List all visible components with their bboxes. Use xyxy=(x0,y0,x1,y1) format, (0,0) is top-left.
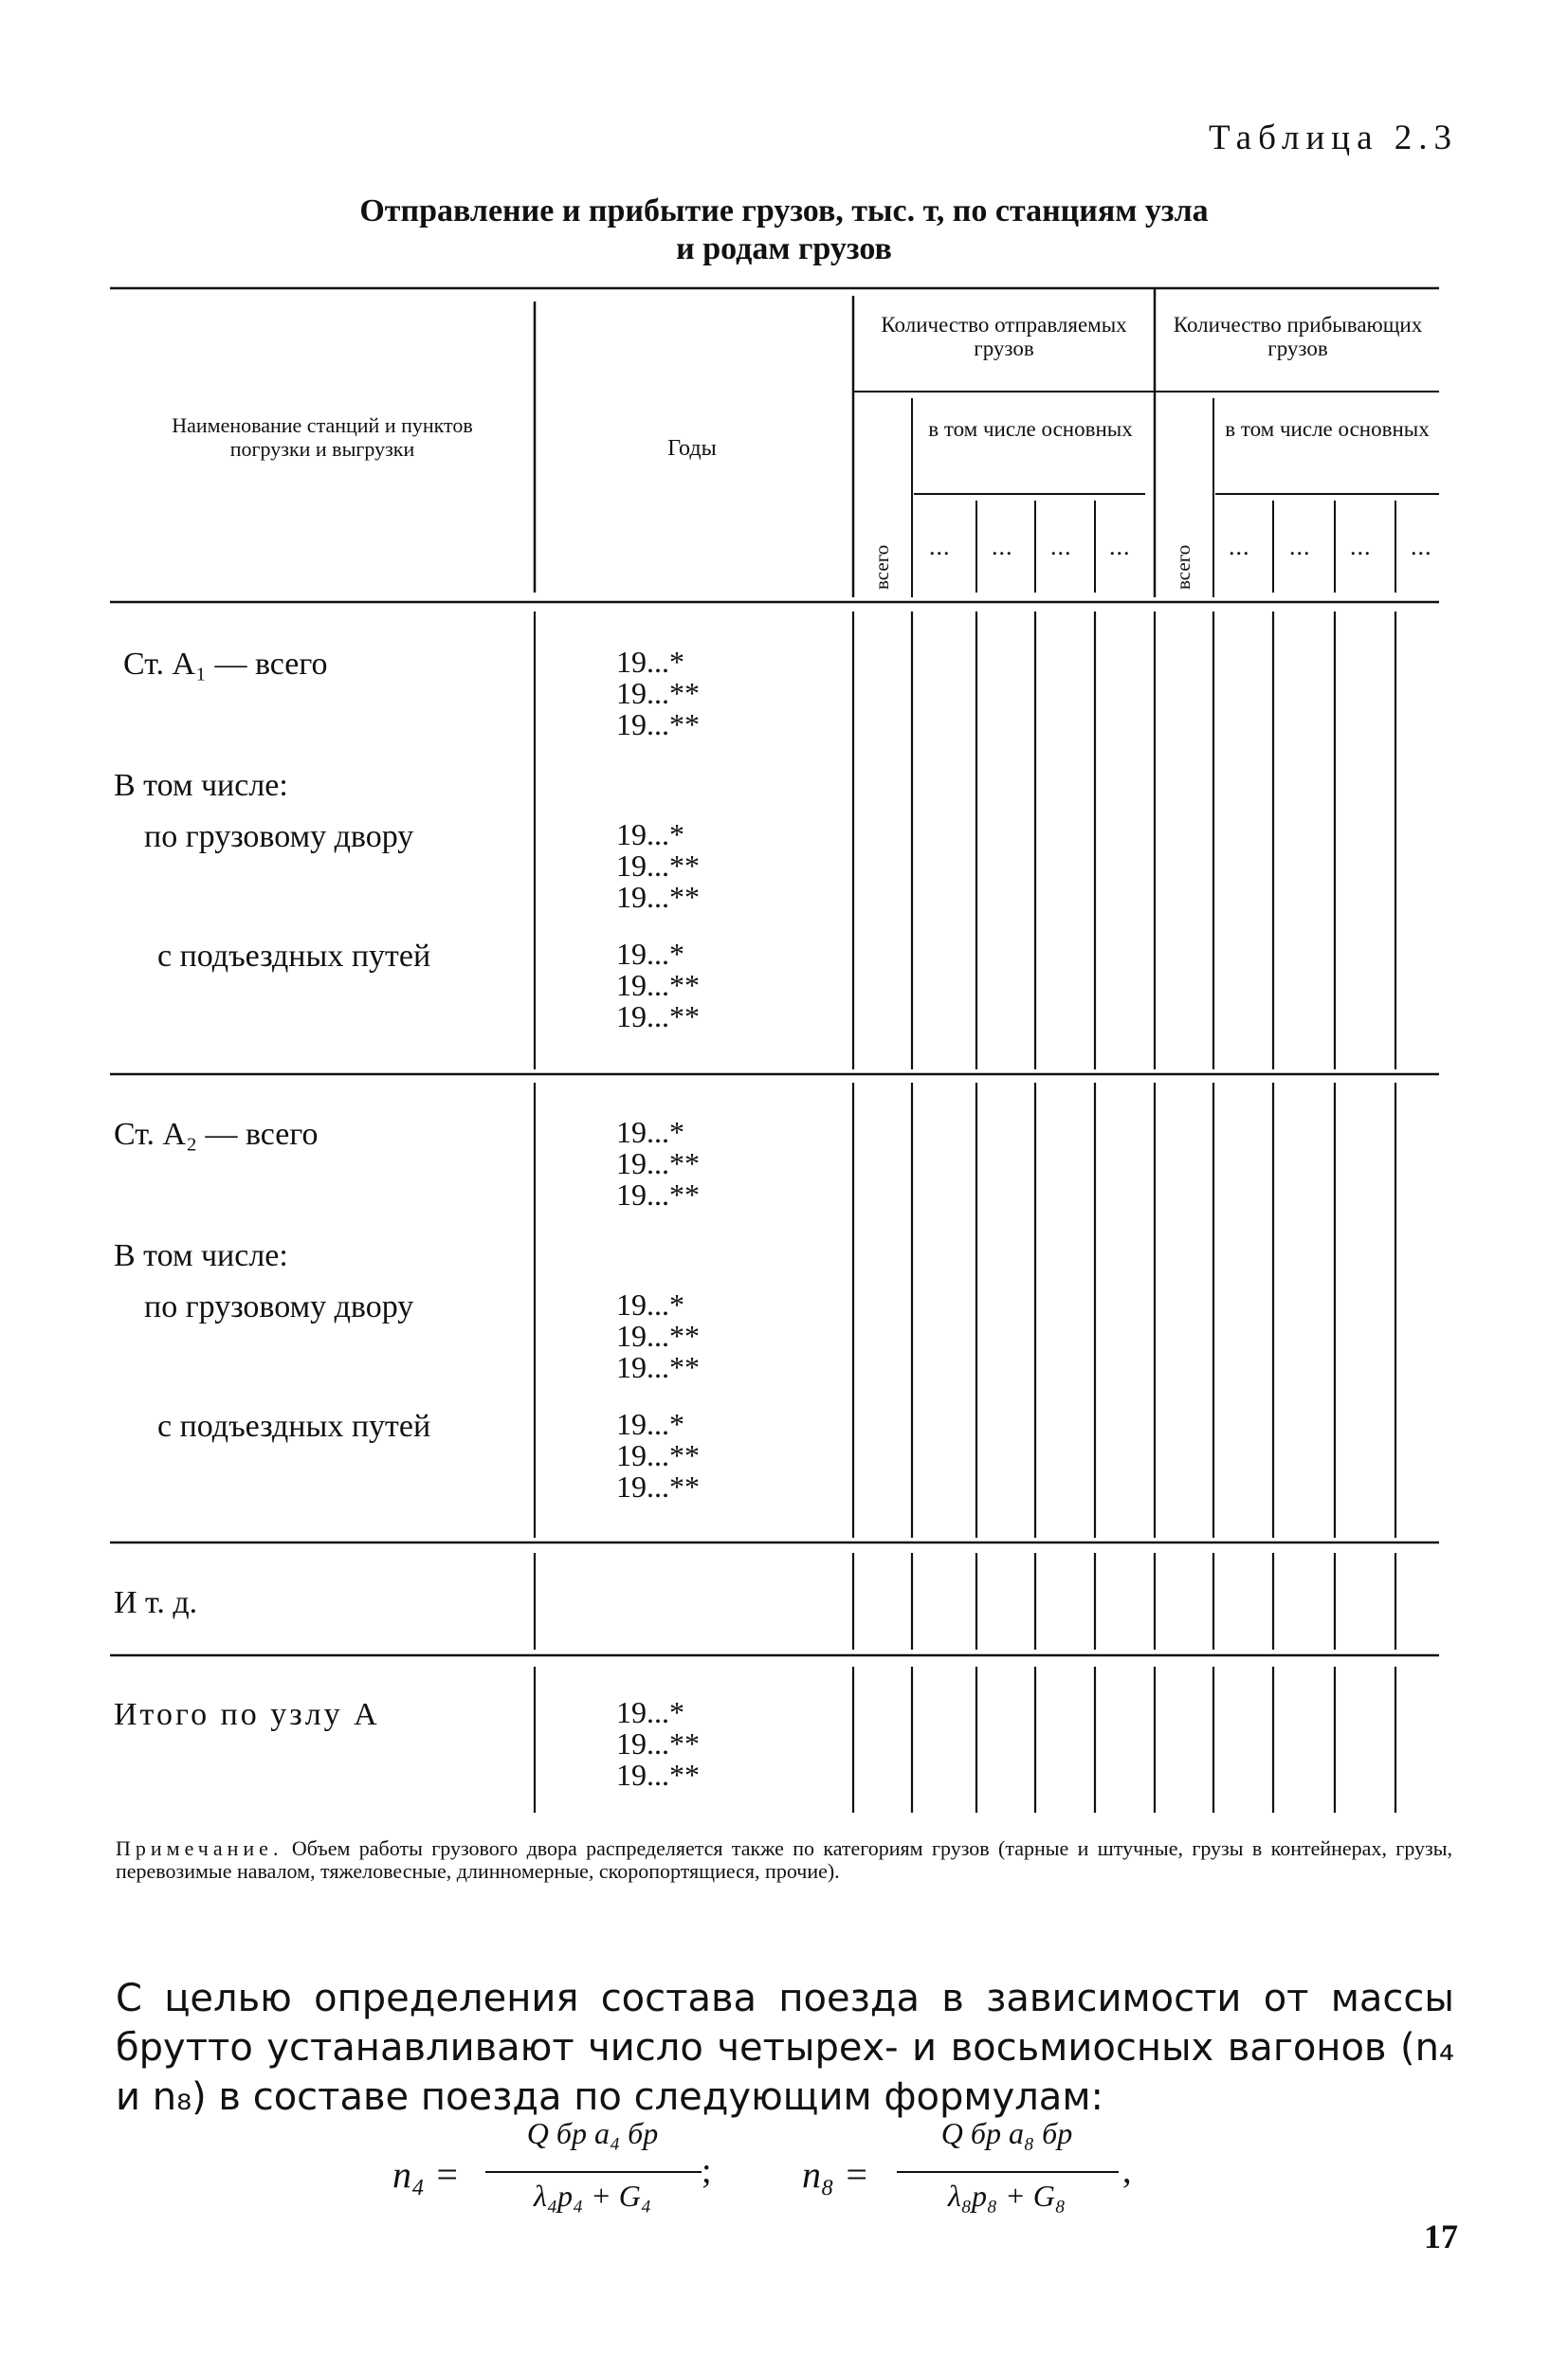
total-row-years: 19...* 19...** 19...** xyxy=(616,1695,700,1792)
note-text: Объем работы грузового двора распределяется также по категориям грузов (тарные и штучные, грузы в контейнерах, грузы, перевозимые навалом, тяжеловесные, длинномерные, скоропортящиеся, прочие). xyxy=(116,1836,1453,1883)
body-paragraph: С целью определения состава поезда в зависимости от массы брутто устанавливают число четырех- и восьмиосных вагонов (n₄ и n₈) в составе поезда по следующим формулам: xyxy=(116,1977,1454,2119)
section-a1-row-freight-yard-years: 19...* 19...** 19...** xyxy=(616,817,700,914)
formula-n8-lhs: n₈ = xyxy=(802,2153,869,2196)
formula-n8-denominator: λ₈p₈ + G₈ xyxy=(948,2179,1066,2213)
section-a2-row-sidings: с подъездных путей xyxy=(157,1409,431,1444)
header-dispatched-including-main: в том числе основных xyxy=(928,417,1133,441)
section-a1-including: В том числе: xyxy=(114,768,288,803)
table-title-line-1: Отправление и прибытие грузов, тыс. т, по станциям узла xyxy=(359,193,1209,228)
section-a1-row-sidings-years: 19...* 19...** 19...** xyxy=(616,937,700,1033)
total-row-label: Итого по узлу А xyxy=(114,1697,380,1732)
section-a1-row-sidings: с подъездных путей xyxy=(157,939,431,974)
table-number-label: Таблица 2.3 xyxy=(1209,119,1458,157)
formula-n4-lhs: n₄ = xyxy=(392,2153,460,2196)
header-ellipsis-d1: ... xyxy=(929,533,951,560)
header-arriving-including-main: в том числе основных xyxy=(1225,417,1430,441)
header-years-column: Годы xyxy=(667,436,717,461)
header-dispatched-cargo: Количество отправляемых грузов xyxy=(881,313,1127,360)
header-ellipsis-d4: ... xyxy=(1109,533,1131,560)
header-arriving-cargo: Количество прибывающих грузов xyxy=(1173,313,1423,360)
formula-n8-separator: , xyxy=(1122,2151,1132,2191)
section-a2-title: Ст. А₂ — всего xyxy=(114,1117,319,1152)
header-arriving-total: всего xyxy=(1172,544,1194,590)
section-a1-title: Ст. А₁ — всего xyxy=(123,647,328,682)
header-dispatched-total: всего xyxy=(870,544,893,590)
section-a2-years: 19...* 19...** 19...** xyxy=(616,1115,700,1212)
section-a1-years: 19...* 19...** 19...** xyxy=(616,645,700,741)
note-lead: Примечание. xyxy=(116,1836,283,1860)
formula-n4-numerator: Q бр a₄ бр xyxy=(526,2116,659,2150)
header-station-column: Наименование станций и пунктов погрузки и выгрузки xyxy=(172,413,473,461)
header-ellipsis-a1: ... xyxy=(1229,533,1250,560)
formula-n4-separator: ; xyxy=(702,2151,712,2191)
formula-n4-denominator: λ₄p₄ + G₄ xyxy=(534,2179,651,2213)
table-note xyxy=(116,1837,1452,1883)
section-a2-row-freight-yard: по грузовому двору xyxy=(144,1289,414,1324)
header-ellipsis-a4: ... xyxy=(1411,533,1432,560)
section-a1-row-freight-yard: по грузовому двору xyxy=(144,819,414,854)
formula-n4-fraction-bar xyxy=(485,2171,702,2173)
header-ellipsis-a2: ... xyxy=(1289,533,1311,560)
grid-body-verticals xyxy=(535,612,1395,1813)
formula-n8-fraction-bar xyxy=(897,2171,1119,2173)
section-a2-row-sidings-years: 19...* 19...** 19...** xyxy=(616,1407,700,1504)
page-number: 17 xyxy=(1424,2218,1458,2255)
formula-n8-numerator: Q бр a₈ бр xyxy=(940,2116,1073,2150)
section-a2-including: В том числе: xyxy=(114,1238,288,1273)
table-title-line-2: и родам грузов xyxy=(676,231,892,266)
header-ellipsis-a3: ... xyxy=(1350,533,1372,560)
header-ellipsis-d2: ... xyxy=(992,533,1013,560)
etc-row: И т. д. xyxy=(114,1585,198,1620)
header-ellipsis-d3: ... xyxy=(1050,533,1072,560)
section-a2-row-freight-yard-years: 19...* 19...** 19...** xyxy=(616,1287,700,1384)
